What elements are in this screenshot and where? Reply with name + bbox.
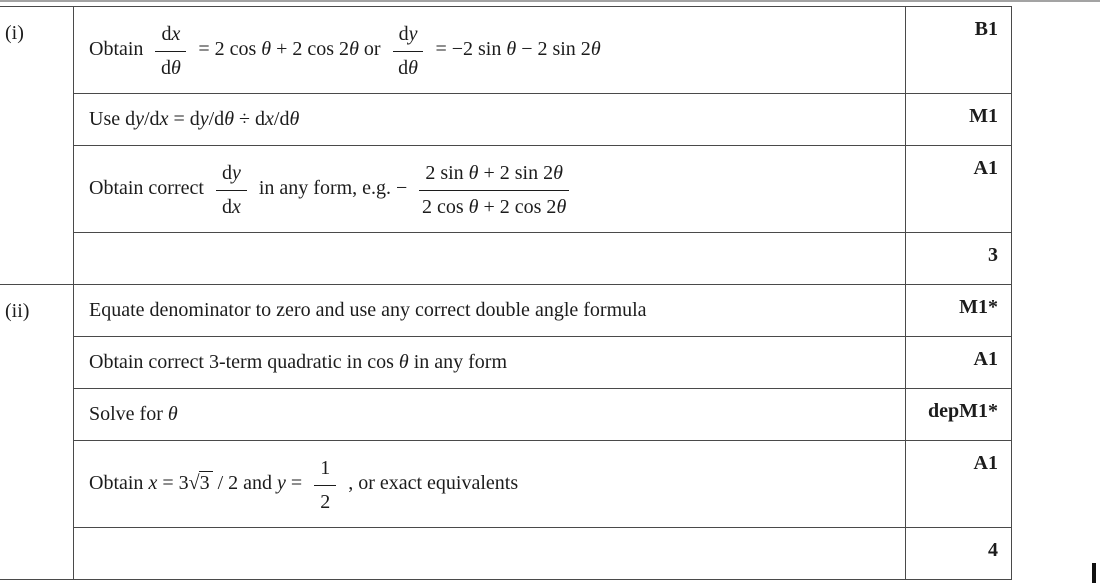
criterion-text [89,108,299,131]
math-variable: x [265,108,274,130]
denominator [419,191,569,220]
math-variable: x [159,108,169,130]
fraction [155,20,186,81]
math-variable: θ [553,161,563,184]
math-text: Obtain correct [89,176,209,199]
section-rows [74,285,1011,579]
denominator [393,52,424,81]
scan-edge-line [0,0,1100,2]
section-rows [74,7,1011,284]
mark-label: 4 [988,539,998,561]
math-text: d [398,56,409,79]
criterion-cell [74,233,905,284]
part-label-cell [0,7,74,284]
fraction [393,20,424,81]
criterion-text [89,20,601,81]
mark-label: M1* [959,296,998,318]
math-text: 2 cos [421,195,469,218]
denominator [155,52,186,81]
mark-cell [905,528,1011,579]
mark-label: A1 [973,348,998,370]
math-variable: y [277,471,286,494]
mark-label: M1 [969,105,998,127]
criterion-cell [74,528,905,579]
mark-cell [905,146,1011,232]
criterion-cell [74,285,905,336]
math-variable: θ [261,37,272,60]
math-text: = −2 sin [430,37,507,60]
math-text: d [161,22,172,45]
math-text: or [358,37,386,60]
math-text: ÷ d [234,108,265,130]
math-variable: θ [408,56,418,79]
math-text: 1 [320,456,331,479]
math-text: in any form [408,351,508,373]
numerator [419,159,569,191]
math-variable: θ [468,195,479,218]
math-text: − 2 sin 2 [516,37,591,60]
math-text: Obtain [89,37,149,60]
mark-label: A1 [973,157,998,179]
mark-label: 3 [988,244,998,266]
math-variable: y [199,108,209,130]
part-label: (i) [5,22,24,44]
mark-cell [905,285,1011,336]
math-text: in any form, e.g. − [253,176,413,199]
criterion-text [89,351,507,374]
radical-sign: √ [188,471,200,494]
math-text: 3 [199,471,210,494]
math-variable: θ [556,195,567,218]
math-text: d [221,161,232,184]
radicand [199,471,213,494]
mark-label: B1 [974,18,998,40]
mark-label: depM1* [928,400,998,422]
question-part-section [0,7,1011,284]
denominator [216,191,247,220]
mark-cell [905,94,1011,145]
math-text: Solve for [89,403,168,425]
criterion-cell [74,94,905,145]
math-variable: x [231,195,241,218]
math-text: d [221,195,232,218]
criterion-cell [74,146,905,232]
question-part-section [0,284,1011,579]
math-variable: x [148,471,158,494]
math-text: + 2 sin 2 [478,161,554,184]
math-variable: θ [167,403,178,425]
math-variable: θ [468,161,479,184]
math-text: = 2 cos [193,37,262,60]
math-text: /d [144,108,160,130]
mark-cell [905,441,1011,527]
math-variable: θ [398,351,409,373]
math-text: = 3 [157,471,189,494]
criterion-cell [74,441,905,527]
criterion-text [89,454,518,515]
math-text: + 2 cos 2 [271,37,350,60]
mark-cell [905,337,1011,388]
math-text: /d [273,108,290,130]
table-row [74,440,1011,527]
math-text: = [285,471,308,494]
math-variable: θ [590,37,601,60]
table-row [74,7,1011,93]
math-text: /d [208,108,225,130]
math-variable: y [231,161,241,184]
math-variable: x [171,22,181,45]
math-text: / 2 and [212,471,278,494]
math-text: Use d [89,108,136,130]
fraction [419,159,569,220]
math-variable: y [408,22,418,45]
math-variable: θ [349,37,359,60]
numerator [216,159,247,191]
mark-scheme-table [0,6,1012,580]
criterion-text [89,403,178,426]
math-text: Obtain correct 3-term quadratic in cos [89,351,399,373]
table-row [74,336,1011,388]
criterion-cell [74,337,905,388]
table-row [74,93,1011,145]
math-variable: θ [224,108,235,130]
math-text: = d [168,108,200,130]
part-label-cell [0,285,74,579]
table-row [74,388,1011,440]
part-label: (ii) [5,300,30,322]
fraction [216,159,247,220]
denominator [314,486,336,515]
criterion-text [89,159,576,220]
math-text: 2 [320,490,331,513]
criterion-cell [74,7,905,93]
square-root [189,472,213,494]
math-text: + 2 cos 2 [478,195,557,218]
math-text: d [160,56,171,79]
numerator [393,20,424,52]
math-variable: θ [289,108,300,130]
table-row [74,527,1011,579]
math-text: Obtain [89,471,149,494]
math-variable: θ [170,56,181,79]
criterion-text [89,299,647,322]
mark-cell [905,7,1011,93]
math-variable: θ [506,37,517,60]
criterion-cell [74,389,905,440]
math-variable: y [135,108,144,130]
table-row [74,232,1011,284]
numerator [155,20,186,52]
mark-cell [905,233,1011,284]
math-text: 2 sin [425,161,469,184]
numerator [314,454,336,486]
mark-label: A1 [973,452,998,474]
table-row [74,285,1011,336]
fraction [314,454,336,515]
text-cursor-artifact [1092,563,1096,583]
math-text: d [398,22,409,45]
table-row [74,145,1011,232]
math-text: Equate denominator to zero and use any correct double angle formula [89,299,647,321]
mark-cell [905,389,1011,440]
math-text: , or exact equivalents [343,471,519,494]
